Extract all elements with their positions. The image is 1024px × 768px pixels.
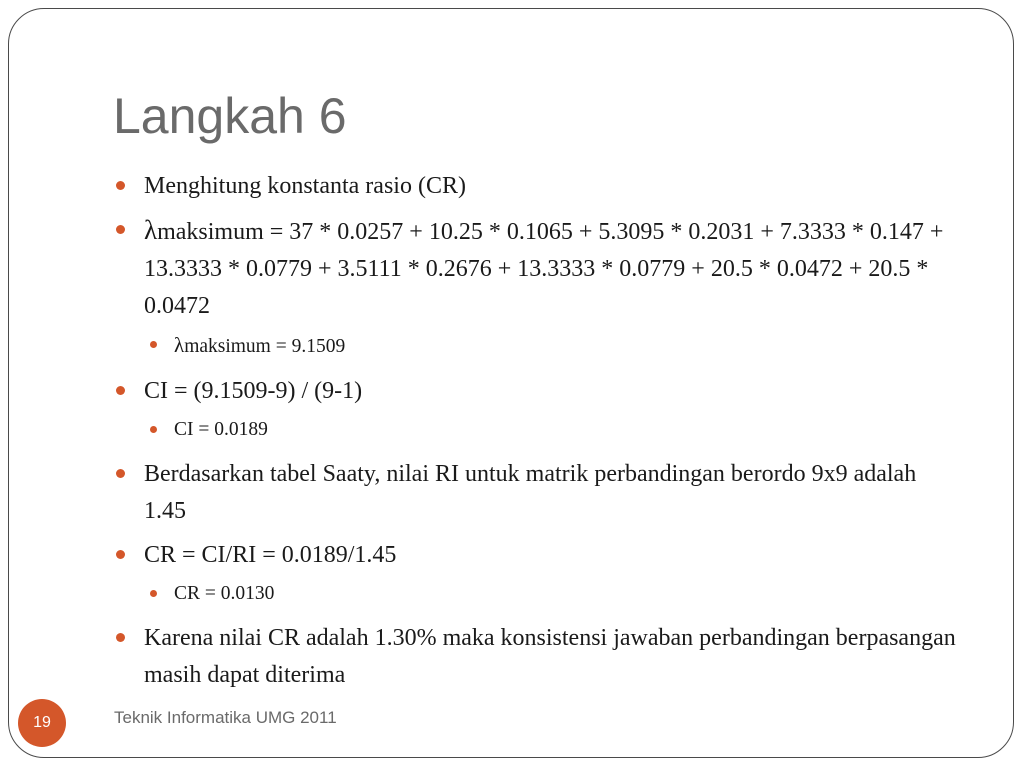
bullet-item <box>116 168 956 205</box>
footer-text: Teknik Informatika UMG 2011 <box>114 708 337 727</box>
bullet-dot-icon <box>116 633 125 642</box>
slide-title: Langkah 6 <box>113 88 347 144</box>
sub-bullet-item <box>116 581 956 607</box>
sub-bullet-text: maksimum = 9.1509 <box>184 336 346 357</box>
sub-bullet-item <box>116 332 956 360</box>
bullet-item <box>116 212 956 325</box>
sub-bullet-dot-icon <box>150 590 157 597</box>
bullet-dot-icon <box>116 181 125 190</box>
bullet-text: Karena nilai CR adalah 1.30% maka konsistensi jawaban perbandingan berpasangan masih dapat diterima <box>144 625 956 688</box>
bullet-text: Berdasarkan tabel Saaty, nilai RI untuk matrik perbandingan berordo 9x9 adalah 1.45 <box>144 461 917 524</box>
lambda-symbol: λ <box>174 333 185 357</box>
bullet-text: CI = (9.1509-9) / (9-1) <box>144 378 363 404</box>
sub-bullet-dot-icon <box>150 341 157 348</box>
lambda-symbol: λ <box>144 215 158 245</box>
bullet-dot-icon <box>116 469 125 478</box>
bullet-text: CR = CI/RI = 0.0189/1.45 <box>144 542 397 568</box>
page-number-badge: 19 <box>18 699 66 747</box>
sub-bullet-text: CI = 0.0189 <box>174 419 268 440</box>
sub-bullet-text: CR = 0.0130 <box>174 583 275 604</box>
bullet-dot-icon <box>116 386 125 395</box>
bullet-item <box>116 373 956 410</box>
bullet-text: maksimum = 37 * 0.0257 + 10.25 * 0.1065 + 5.3095 * 0.2031 + 7.3333 * 0.147 + 13.3333 * 0.0779 + 3.5111 * 0.2676 + 13.3333 * 0.0779 + 20.5 * 0.0472 + 20.5 * 0.0472 <box>144 219 944 319</box>
bullet-text: Menghitung konstanta rasio (CR) <box>144 173 466 199</box>
bullet-dot-icon <box>116 225 125 234</box>
bullet-item <box>116 537 956 574</box>
bullet-item <box>116 456 956 530</box>
bullet-item <box>116 620 956 694</box>
sub-bullet-dot-icon <box>150 426 157 433</box>
slide-content <box>116 168 956 701</box>
sub-bullet-item <box>116 417 956 443</box>
bullet-dot-icon <box>116 550 125 559</box>
